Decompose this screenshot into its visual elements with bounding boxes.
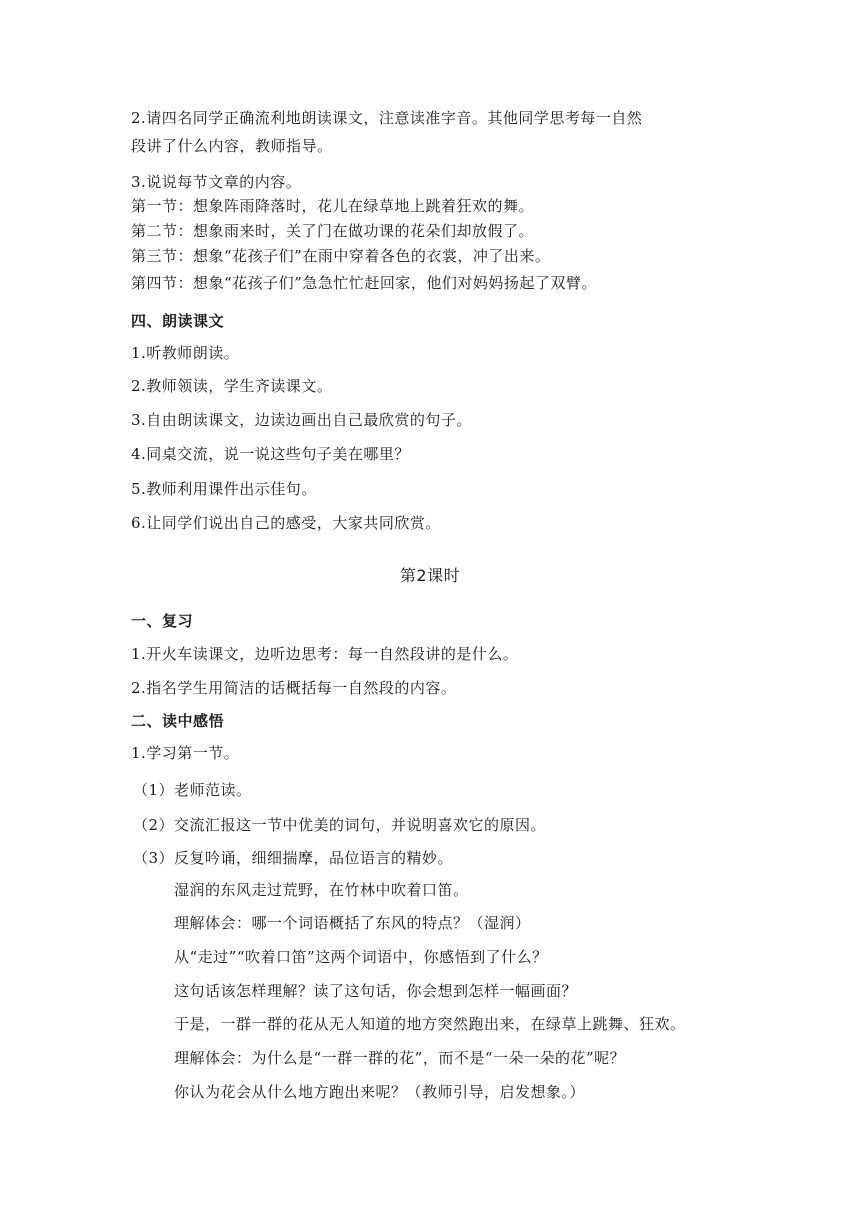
list-item: 5.教师利用课件出示佳句。 (131, 480, 317, 498)
sub-item: （1）老师范读。 (133, 781, 252, 799)
stanza-3-summary: 第三节：想象“花孩子们”在雨中穿着各色的衣裳，冲了出来。 (131, 247, 551, 265)
list-item: 1.听教师朗读。 (131, 344, 240, 362)
section-heading-review: 一、复习 (131, 612, 194, 630)
sub-item: （3）反复吟诵，细细揣摩，品位语言的精妙。 (133, 849, 454, 867)
stanza-4-summary: 第四节：想象“花孩子们”急急忙忙赶回家，他们对妈妈扬起了双臂。 (131, 274, 597, 292)
list-item: 1.开火车读课文，边听边思考：每一自然段讲的是什么。 (131, 645, 519, 663)
detail-line: 你认为花会从什么地方跑出来呢？（教师引导，启发想象。） (174, 1083, 586, 1101)
paragraph-2-line-2: 段讲了什么内容，教师指导。 (131, 137, 333, 155)
paragraph-2-line-1: 2.请四名同学正确流利地朗读课文，注意读准字音。其他同学思考每一自然 (131, 109, 643, 127)
list-item: 1.学习第一节。 (131, 744, 240, 762)
detail-line: 从“走过”“吹着口笛”这两个词语中，你感悟到了什么？ (174, 948, 548, 966)
paragraph-3: 3.说说每节文章的内容。 (131, 173, 302, 191)
stanza-1-summary: 第一节：想象阵雨降落时，花儿在绿草地上跳着狂欢的舞。 (131, 197, 535, 215)
list-item: 6.让同学们说出自己的感受，大家共同欣赏。 (131, 514, 441, 532)
sub-item: （2）交流汇报这一节中优美的词句，并说明喜欢它的原因。 (133, 816, 547, 834)
detail-line: 理解体会：为什么是“一群一群的花”，而不是“一朵一朵的花”呢？ (174, 1049, 626, 1067)
stanza-2-summary: 第二节：想象雨来时，关了门在做功课的花朵们却放假了。 (131, 222, 535, 240)
detail-line: 理解体会：哪一个词语概括了东风的特点？（湿润） (174, 914, 531, 932)
detail-line: 湿润的东风走过荒野，在竹林中吹着口笛。 (174, 881, 469, 899)
lesson-2-title: 第2课时 (399, 566, 461, 585)
list-item: 2.指名学生用简洁的话概括每一自然段的内容。 (131, 679, 457, 697)
section-heading-reading: 四、朗读课文 (131, 312, 225, 330)
section-heading-comprehension: 二、读中感悟 (131, 712, 225, 730)
detail-line: 于是，一群一群的花从无人知道的地方突然跑出来，在绿草上跳舞、狂欢。 (174, 1015, 686, 1033)
list-item: 4.同桌交流，说一说这些句子美在哪里？ (131, 445, 410, 463)
detail-line: 这句话该怎样理解？读了这句话，你会想到怎样一幅画面？ (174, 982, 578, 1000)
list-item: 3.自由朗读课文，边读边画出自己最欣赏的句子。 (131, 411, 472, 429)
list-item: 2.教师领读，学生齐读课文。 (131, 377, 333, 395)
